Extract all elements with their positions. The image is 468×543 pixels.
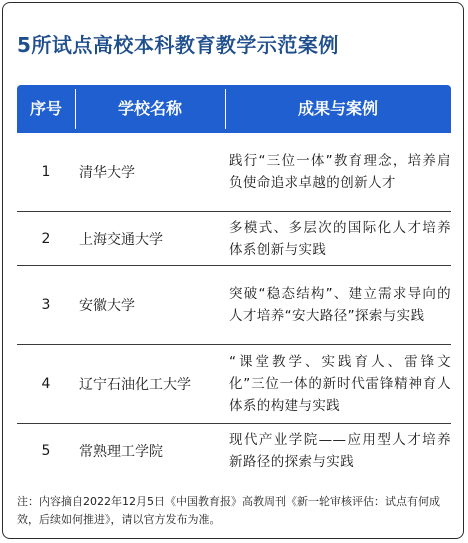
row-result-text: 践行“三位一体”教育理念，培养肩负使命追求卓越的创新人才 <box>229 153 451 191</box>
row-result-text: 突破“稳态结构”、建立需求导向的人才培养“安大路径”探索与实践 <box>229 286 451 324</box>
row-result-text: “课堂教学、实践育人、雷锋文化”三位一体的新时代雷锋精神育人体系的构建与实践 <box>229 354 451 414</box>
header-school: 学校名称 <box>117 99 182 118</box>
table-header <box>17 85 451 133</box>
row-seq: 5 <box>41 443 51 459</box>
table-row <box>17 266 451 345</box>
row-school: 上海交通大学 <box>79 231 163 248</box>
header-seq: 序号 <box>29 99 62 118</box>
row-school: 安徽大学 <box>79 298 135 314</box>
row-seq: 3 <box>41 297 51 313</box>
table-row <box>17 424 451 478</box>
row-seq: 2 <box>41 230 51 247</box>
page-title: 5所试点高校本科教育教学示范案例 <box>17 33 339 57</box>
document-card <box>2 2 464 539</box>
table-row <box>17 345 451 424</box>
row-seq: 1 <box>41 164 51 180</box>
table-body <box>17 133 451 478</box>
row-seq: 4 <box>41 376 51 392</box>
row-result <box>229 345 451 423</box>
row-school: 常熟理工学院 <box>79 444 163 460</box>
table-row <box>17 133 451 212</box>
row-school: 辽宁石油化工大学 <box>79 377 191 393</box>
row-result <box>229 133 451 211</box>
cases-table <box>17 85 451 478</box>
header-result: 成果与案例 <box>297 99 378 118</box>
row-result-text: 多模式、多层次的国际化人才培养体系创新与实践 <box>229 219 451 258</box>
table-row <box>17 212 451 266</box>
row-result <box>229 424 451 478</box>
row-result-text: 现代产业学院——应用型人才培养新路径的探索与实践 <box>229 432 451 470</box>
footnote: 注：内容摘自2022年12月5日《中国教育报》高教周刊《新一轮审核评估：试点有何成效，后续如何推进》，请以官方发布为准。 <box>17 495 440 526</box>
row-result <box>229 212 451 265</box>
row-result <box>229 266 451 344</box>
row-school: 清华大学 <box>79 165 135 181</box>
